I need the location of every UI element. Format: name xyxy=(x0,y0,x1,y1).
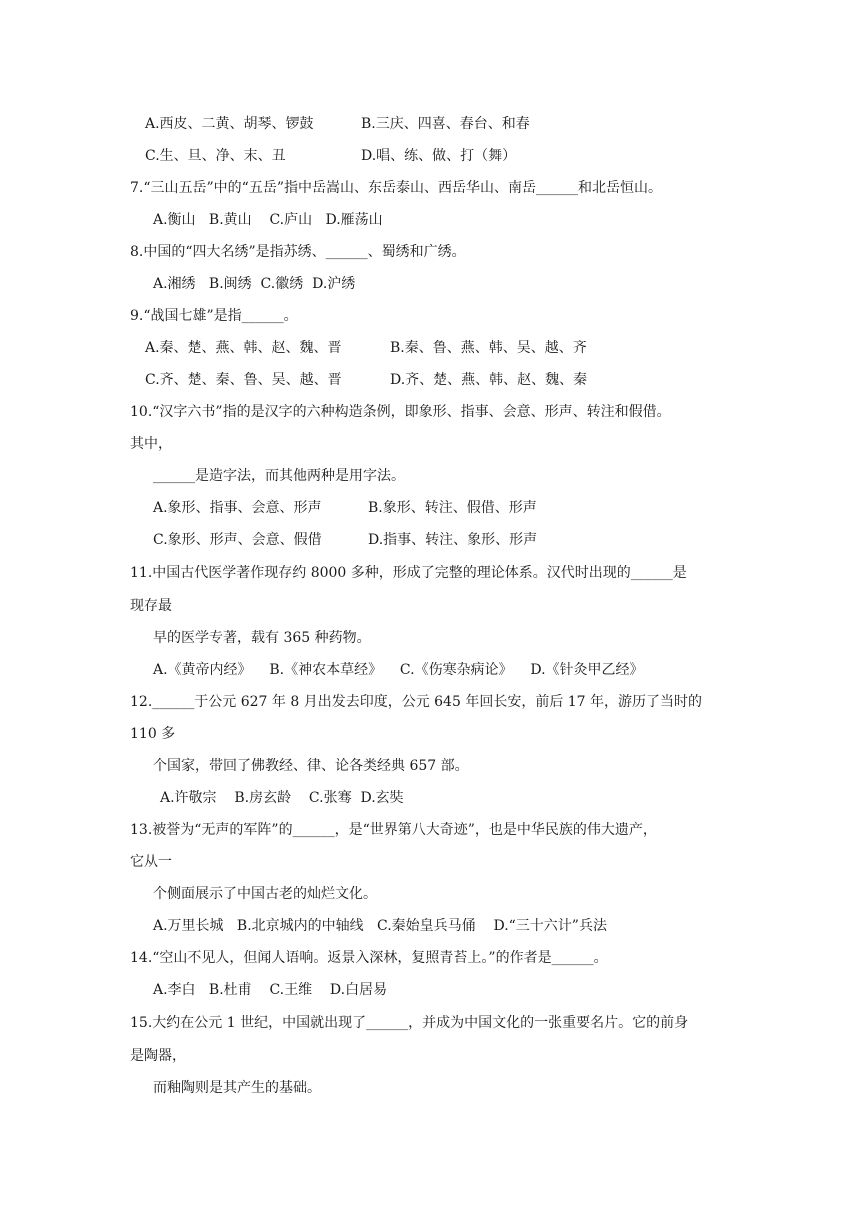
q12-stem-line-2: 110 多 xyxy=(130,726,176,742)
q15-stem-line-3: 而釉陶则是其产生的基础。 xyxy=(153,1080,321,1096)
q8-stem: 8.中国的“四大名绣”是指苏绣、______、蜀绣和广绣。 xyxy=(130,244,466,260)
q6-option-a: A.西皮、二黄、胡琴、锣鼓 xyxy=(145,116,314,132)
q13-stem-line-1: 13.被誉为“无声的军阵”的______，是“世界第八大奇迹”，也是中华民族的伟大遗产， xyxy=(130,822,657,838)
q6-option-d: D.唱、练、做、打（舞） xyxy=(361,148,517,164)
q7-options: A.衡山 B.黄山 C.庐山 D.雁荡山 xyxy=(153,212,383,228)
q8-options: A.湘绣 B.闽绣 C.徽绣 D.沪绣 xyxy=(153,276,356,292)
q11-stem-line-3: 早的医学专著，载有 365 种药物。 xyxy=(153,630,371,646)
q10-option-c: C.象形、形声、会意、假借 xyxy=(153,532,322,548)
q13-stem-line-3: 个侧面展示了中国古老的灿烂文化。 xyxy=(153,886,377,902)
q10-stem-line-1: 10.“汉字六书”指的是汉字的六种构造条例，即象形、指事、会意、形声、转注和假借。 xyxy=(130,404,671,420)
q10-stem-line-3: ______是造字法，而其他两种是用字法。 xyxy=(153,468,405,484)
q12-stem-line-3: 个国家，带回了佛教经、律、论各类经典 657 部。 xyxy=(153,758,469,774)
q13-options: A.万里长城 B.北京城内的中轴线 C.秦始皇兵马俑 D.“三十六计”兵法 xyxy=(153,918,607,934)
q10-option-b: B.象形、转注、假借、形声 xyxy=(368,500,537,516)
q11-stem-line-2: 现存最 xyxy=(130,598,172,614)
q14-stem: 14.“空山不见人，但闻人语响。返景入深林，复照青苔上。”的作者是______。 xyxy=(130,950,608,966)
q6-option-c: C.生、旦、净、末、丑 xyxy=(145,148,286,164)
q10-stem-line-2: 其中， xyxy=(130,436,172,452)
q13-stem-line-2: 它从一 xyxy=(130,854,172,870)
q9-option-a: A.秦、楚、燕、韩、赵、魏、晋 xyxy=(145,340,342,356)
q7-stem: 7.“三山五岳”中的“五岳”指中岳嵩山、东岳泰山、西岳华山、南岳______和北岳恒山。 xyxy=(130,180,662,196)
q12-stem-line-1: 12.______于公元 627 年 8 月出发去印度，公元 645 年回长安，前后 17 年，游历了当时的 xyxy=(130,694,703,710)
q9-option-b: B.秦、鲁、燕、韩、吴、越、齐 xyxy=(390,340,587,356)
q10-option-d: D.指事、转注、象形、形声 xyxy=(368,532,538,548)
q12-options: A.许敬宗 B.房玄龄 C.张骞 D.玄奘 xyxy=(160,790,404,806)
q10-option-a: A.象形、指事、会意、形声 xyxy=(153,500,322,516)
q15-stem-line-1: 15.大约在公元 1 世纪，中国就出现了______，并成为中国文化的一张重要名片。它的前身 xyxy=(130,1015,689,1031)
q6-option-b: B.三庆、四喜、春台、和春 xyxy=(361,116,530,132)
q9-stem: 9.“战国七雄”是指______。 xyxy=(130,308,298,324)
q11-stem-line-1: 11.中国古代医学著作现存约 8000 多种，形成了完整的理论体系。汉代时出现的______是 xyxy=(130,565,687,581)
q9-option-d: D.齐、楚、燕、韩、赵、魏、秦 xyxy=(390,372,588,388)
q14-options: A.李白 B.杜甫 C.王维 D.白居易 xyxy=(153,982,388,998)
q9-option-c: C.齐、楚、秦、鲁、吴、越、晋 xyxy=(145,372,342,388)
q15-stem-line-2: 是陶器， xyxy=(130,1048,186,1064)
q11-options: A.《黄帝内经》 B.《神农本草经》 C.《伤寒杂病论》 D.《针灸甲乙经》 xyxy=(153,662,644,678)
